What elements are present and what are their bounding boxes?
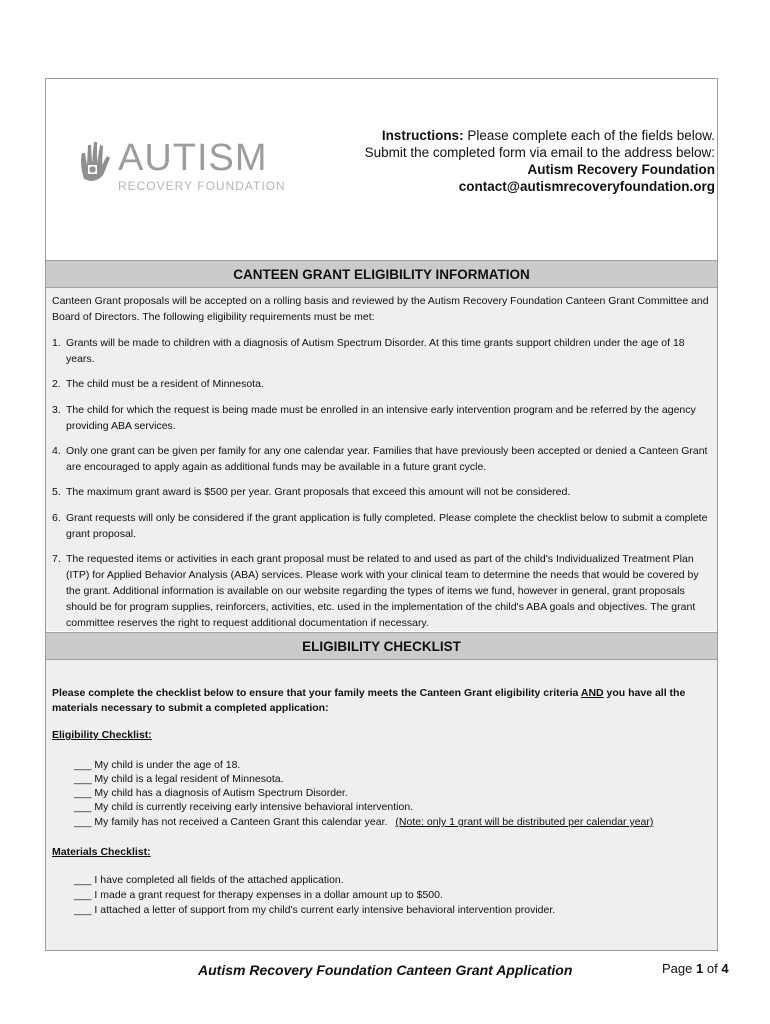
instructions-block [365,127,715,195]
checklist-item[interactable]: ___ My child has a diagnosis of Autism Spectrum Disorder. [74,787,348,799]
eligibility-info-section [46,288,717,631]
requirement-item: 7. The requested items or activities in each grant proposal must be related to and used as part of the child's Individualized Treatment Plan (ITP) for Applied Behavior Analysis (ABA) services. Please work with your clinical team to determine the needs that would be covered by the grant. Additional information is available on our website regarding the types of items we fund, however in general, grant proposals should be for program supplies, reinforcers, activities, etc. used in the implementation of the child's ABA goals and objectives. The grant committee reserves the right to request additional documentation if necessary. [52,553,699,629]
header [46,79,717,259]
checklist-item[interactable]: ___ I made a grant request for therapy expenses in a dollar amount up to $500. [74,889,443,901]
requirement-item: 5. The maximum grant award is $500 per year. Grant proposals that exceed this amount will not be considered. [52,486,571,498]
form-page [45,78,718,951]
checklist-item[interactable]: ___ My child is currently receiving early intensive behavioral intervention. [74,801,414,813]
instructions-label: Instructions: [381,128,464,143]
eligibility-checklist-section [46,660,717,950]
requirement-item: 2. The child must be a resident of Minnesota. [52,378,264,390]
hand-puzzle-icon [76,139,120,183]
requirement-item: 1. Grants will be made to children with a diagnosis of Autism Spectrum Disorder. At this time grants support children under the age of 18 years. [52,337,685,365]
checklist-item[interactable]: ___ My family has not received a Canteen Grant this calendar year. (Note: only 1 grant will be distributed per calendar year) [74,816,654,828]
contact-email[interactable]: contact@autismrecoveryfoundation.org [458,179,715,194]
eligibility-note: (Note: only 1 grant will be distributed per calendar year) [395,816,654,828]
requirement-item: 6. Grant requests will only be considered if the grant application is fully completed. Please complete the checklist below to submit a complete grant proposal. [52,512,708,540]
eligibility-checklist-title: ELIGIBILITY CHECKLIST [46,632,717,660]
checklist-item[interactable]: ___ I attached a letter of support from my child's current early intensive behavioral intervention provider. [74,904,556,916]
requirement-item: 4. Only one grant can be given per family for any one calendar year. Families that have previously been accepted or denied a Canteen Grant are encouraged to apply again as additional funds may be available in a future grant cycle. [52,445,708,473]
instructions-text: Please complete each of the fields below. [467,128,715,143]
checklist-item[interactable]: ___ My child is a legal resident of Minnesota. [74,773,284,785]
foundation-logo [76,139,296,199]
instructions-line2: Submit the completed form via email to the address below: [364,145,715,160]
checklist-intro: Please complete the checklist below to ensure that your family meets the Canteen Grant eligibility criteria AND you have all the materials necessary to submit a completed application: [52,687,686,714]
page-number: Page 1 of 4 [662,961,729,976]
checklist-item[interactable]: ___ My child is under the age of 18. [74,759,241,771]
checklist-item[interactable]: ___ I have completed all fields of the attached application. [74,874,344,886]
logo-wordmark: AUTISM [118,137,268,179]
logo-subtitle: RECOVERY FOUNDATION [118,179,286,193]
eligibility-info-title: CANTEEN GRANT ELIGIBILITY INFORMATION [46,260,717,288]
requirement-item: 3. The child for which the request is being made must be enrolled in an intensive early intervention program and be referred by the agency providing ABA services. [52,404,696,432]
org-name: Autism Recovery Foundation [527,162,715,177]
footer-title: Autism Recovery Foundation Canteen Grant Application [198,962,573,978]
eligibility-checklist-heading: Eligibility Checklist: [52,729,152,741]
materials-checklist-heading: Materials Checklist: [52,846,151,858]
eligibility-intro: Canteen Grant proposals will be accepted on a rolling basis and reviewed by the Autism Recovery Foundation Canteen Grant Committee and Board of Directors. The following eligibility requirements must be met: [52,295,709,323]
